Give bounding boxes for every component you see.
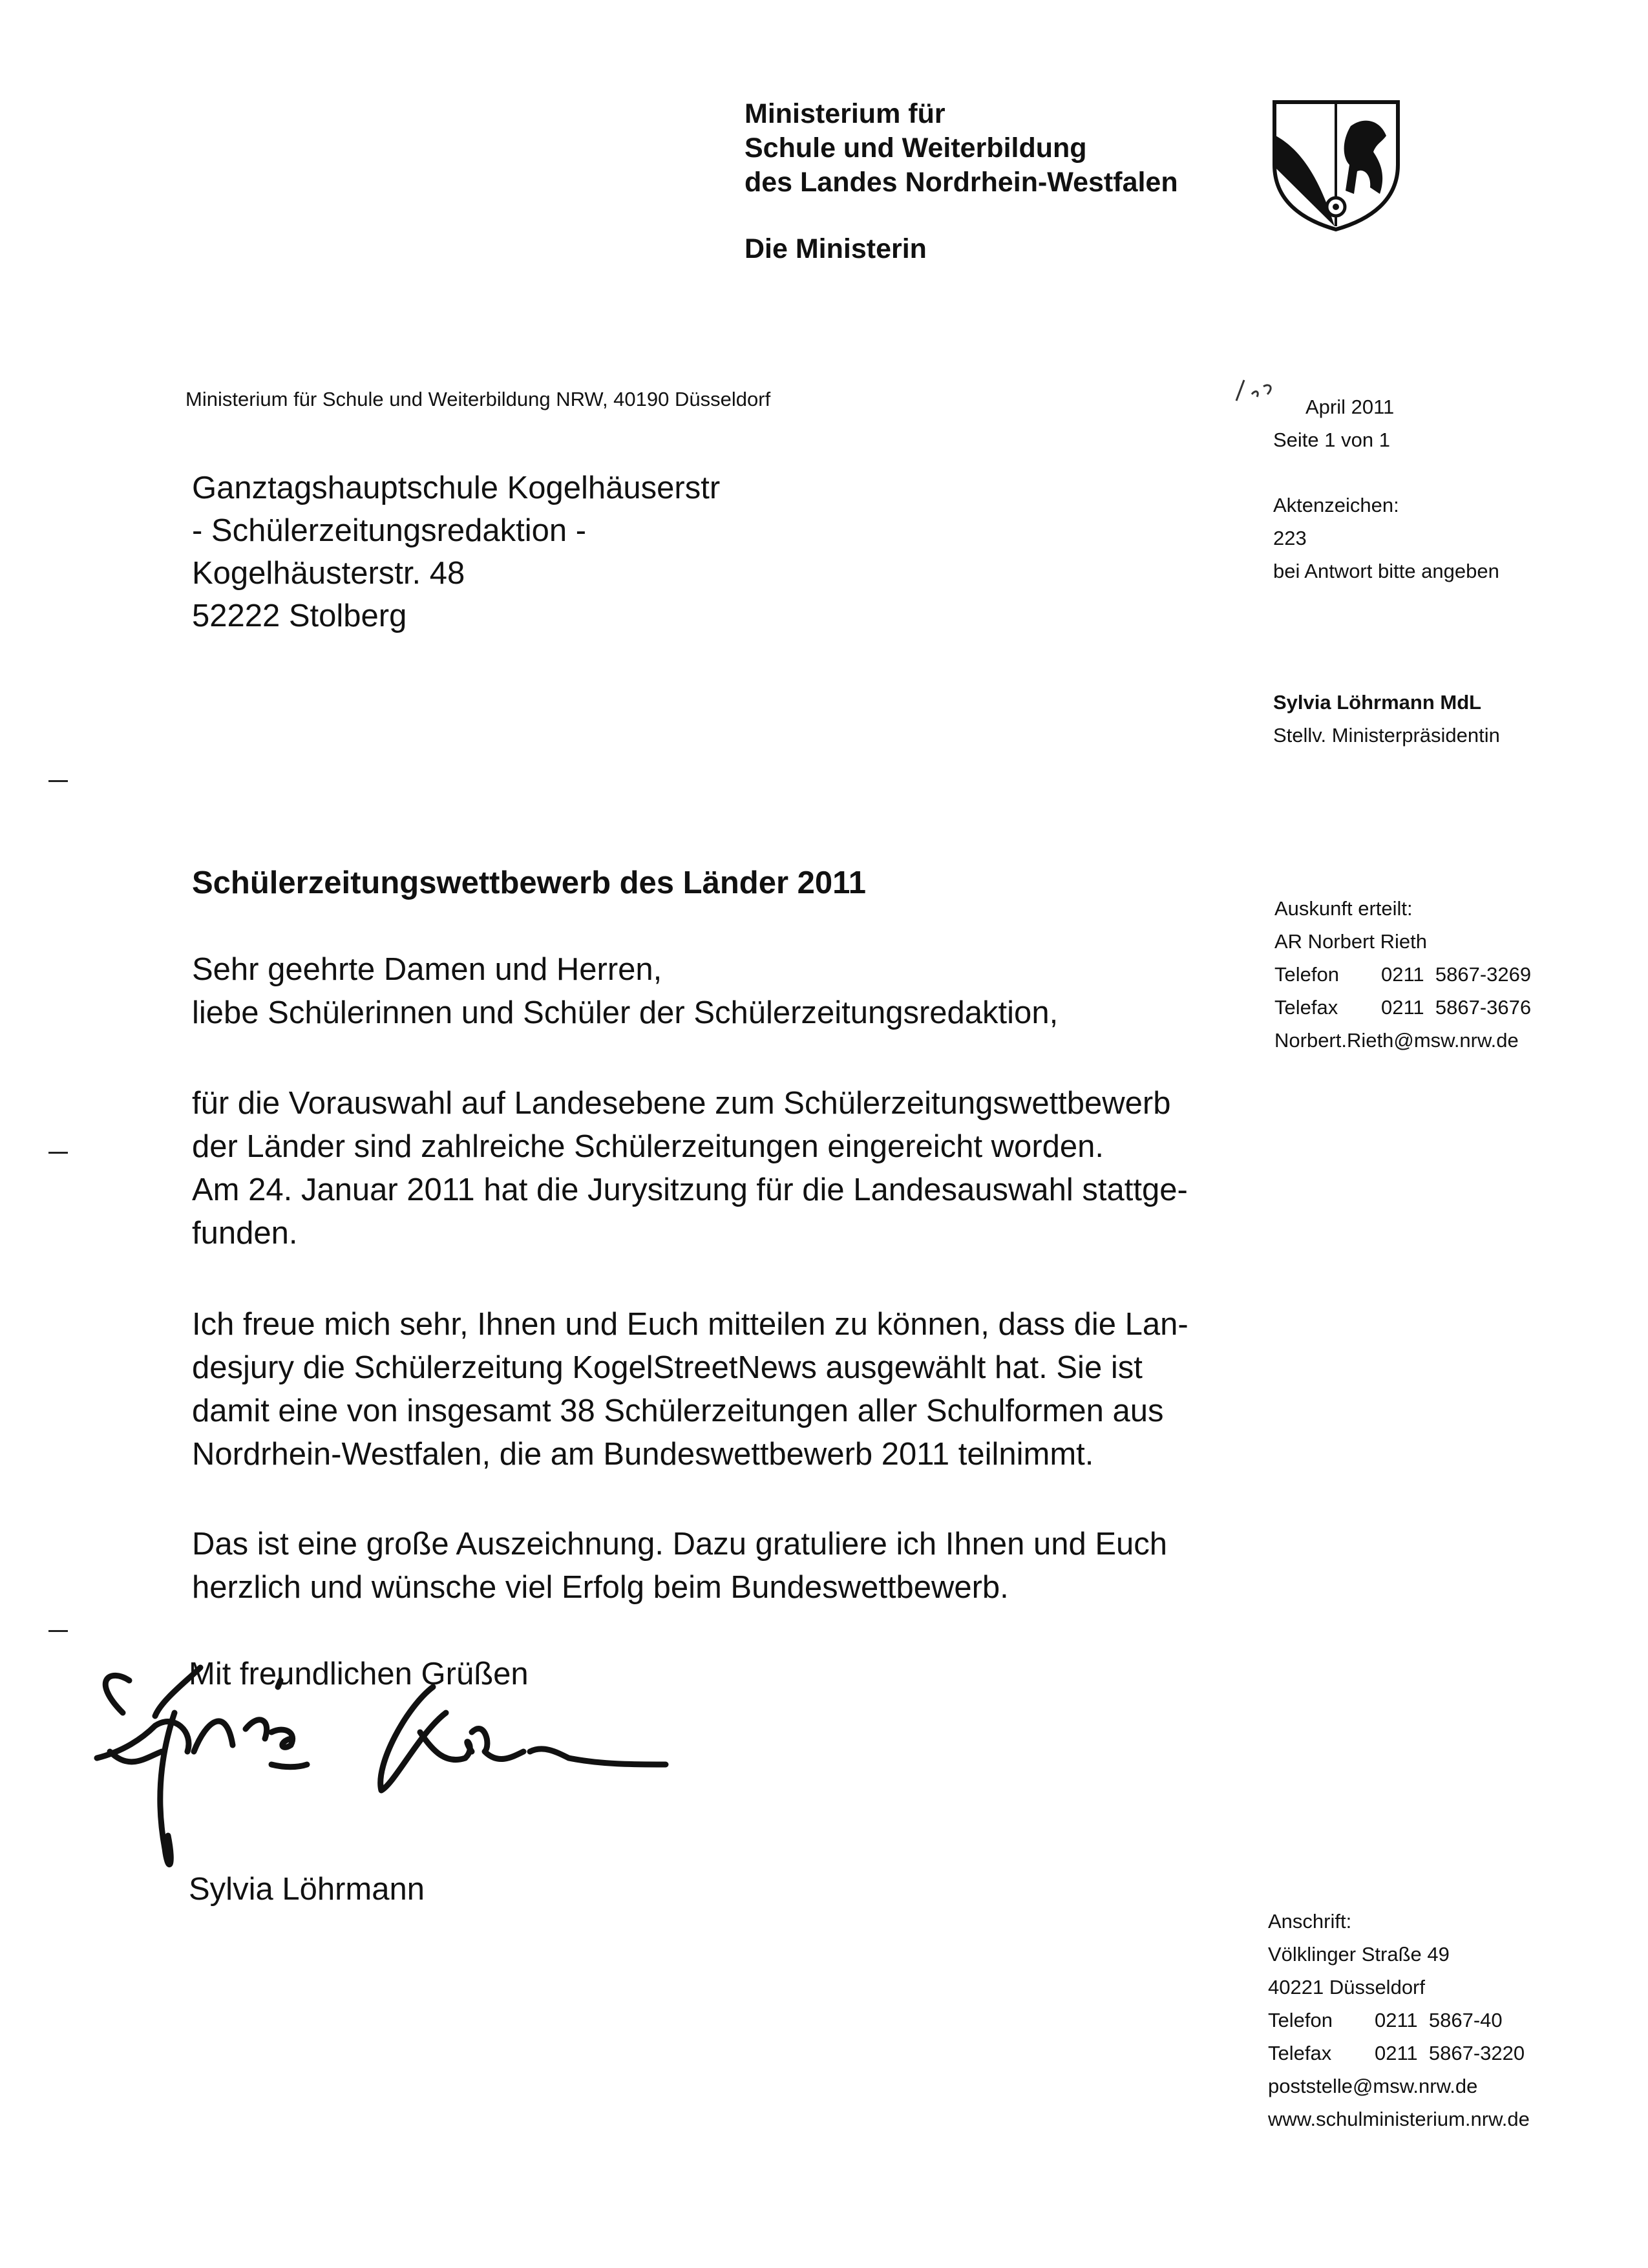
paragraph-line: Am 24. Januar 2011 hat die Jurysitzung für die Landesauswahl stattge- bbox=[192, 1172, 1188, 1207]
aktenzeichen-label: Aktenzeichen: bbox=[1273, 494, 1399, 516]
signer-name: Sylvia Löhrmann bbox=[189, 1872, 425, 1907]
contact-phone-row bbox=[1274, 958, 1531, 991]
contact-fax-row bbox=[1274, 991, 1531, 1024]
contact-block bbox=[1274, 892, 1531, 1057]
paragraph-line: funden. bbox=[192, 1216, 298, 1251]
recipient-address bbox=[192, 467, 720, 637]
address-phone: 0211 5867-40 bbox=[1375, 2009, 1503, 2031]
contact-fax: 0211 5867-3676 bbox=[1381, 996, 1532, 1019]
paragraph-line: der Länder sind zahlreiche Schülerzeitungen eingereicht worden. bbox=[192, 1129, 1104, 1164]
paragraph-line: desjury die Schülerzeitung KogelStreetNews ausgewählt hat. Sie ist bbox=[192, 1350, 1143, 1385]
contact-phone: 0211 5867-3269 bbox=[1381, 963, 1532, 986]
address-website: www.schulministerium.nrw.de bbox=[1268, 2108, 1530, 2130]
punch-mark bbox=[48, 1152, 68, 1154]
closing-greeting: Mit freundlichen Grüßen bbox=[189, 1657, 529, 1691]
coat-of-arms-icon bbox=[1267, 97, 1406, 233]
recipient-line-4: 52222 Stolberg bbox=[192, 599, 407, 633]
fold-mark bbox=[48, 1630, 68, 1632]
aktenzeichen-value: 223 bbox=[1273, 527, 1307, 549]
letter-date: April 2011 bbox=[1305, 396, 1395, 418]
address-phone-label: Telefon bbox=[1268, 2009, 1333, 2031]
letterhead-line-1: Ministerium für bbox=[745, 98, 945, 129]
minister-title: Stellv. Ministerpräsidentin bbox=[1273, 724, 1500, 747]
contact-label: Auskunft erteilt: bbox=[1274, 897, 1413, 920]
recipient-line-3: Kogelhäusterstr. 48 bbox=[192, 556, 465, 591]
address-label: Anschrift: bbox=[1268, 1910, 1352, 1933]
salutation-line-1: Sehr geehrte Damen und Herren, bbox=[192, 952, 662, 987]
sender-line: Ministerium für Schule und Weiterbildung NRW, 40190 Düsseldorf bbox=[185, 388, 771, 410]
handwritten-signature-icon bbox=[84, 1655, 698, 1900]
address-email: poststelle@msw.nrw.de bbox=[1268, 2075, 1478, 2097]
paragraph-line: Ich freue mich sehr, Ihnen und Euch mitteilen zu können, dass die Lan- bbox=[192, 1307, 1188, 1342]
paragraph-line: Nordrhein-Westfalen, die am Bundeswettbewerb 2011 teilnimmt. bbox=[192, 1437, 1094, 1472]
letterhead-ministerin: Die Ministerin bbox=[745, 233, 927, 264]
recipient-line-1: Ganztagshauptschule Kogelhäuserstr bbox=[192, 471, 721, 505]
contact-name: AR Norbert Rieth bbox=[1274, 930, 1428, 953]
page-count: Seite 1 von 1 bbox=[1273, 429, 1390, 451]
address-block bbox=[1268, 1905, 1530, 2136]
letterhead-line-2: Schule und Weiterbildung bbox=[745, 132, 1087, 164]
address-fax-label: Telefax bbox=[1268, 2042, 1332, 2064]
salutation-line-2: liebe Schülerinnen und Schüler der Schülerzeitungsredaktion, bbox=[192, 995, 1059, 1030]
subject-line: Schülerzeitungswettbewerb des Länder 2011 bbox=[192, 865, 866, 900]
address-street: Völklinger Straße 49 bbox=[1268, 1943, 1450, 1966]
paragraph-line: für die Vorauswahl auf Landesebene zum Schülerzeitungswettbewerb bbox=[192, 1086, 1171, 1121]
paragraph-2 bbox=[192, 1303, 1188, 1476]
address-phone-row bbox=[1268, 2004, 1530, 2037]
contact-email: Norbert.Rieth@msw.nrw.de bbox=[1274, 1029, 1519, 1052]
paragraph-1 bbox=[192, 1082, 1188, 1255]
contact-fax-label: Telefax bbox=[1274, 996, 1338, 1019]
meta-block bbox=[1273, 390, 1500, 752]
address-fax: 0211 5867-3220 bbox=[1375, 2042, 1525, 2064]
contact-phone-label: Telefon bbox=[1274, 963, 1339, 986]
paragraph-line: damit eine von insgesamt 38 Schülerzeitungen aller Schulformen aus bbox=[192, 1394, 1164, 1428]
letterhead-line-3: des Landes Nordrhein-Westfalen bbox=[745, 167, 1178, 198]
address-fax-row bbox=[1268, 2037, 1530, 2070]
aktenzeichen-hint: bei Antwort bitte angeben bbox=[1273, 560, 1499, 582]
letterhead bbox=[745, 97, 1178, 266]
paragraph-3 bbox=[192, 1523, 1167, 1609]
recipient-line-2: - Schülerzeitungsredaktion - bbox=[192, 513, 587, 548]
fold-mark bbox=[48, 780, 68, 782]
minister-name: Sylvia Löhrmann MdL bbox=[1273, 691, 1482, 714]
paragraph-line: Das ist eine große Auszeichnung. Dazu gratuliere ich Ihnen und Euch bbox=[192, 1527, 1168, 1562]
salutation bbox=[192, 948, 1058, 1035]
paragraph-line: herzlich und wünsche viel Erfolg beim Bundeswettbewerb. bbox=[192, 1570, 1009, 1605]
address-city: 40221 Düsseldorf bbox=[1268, 1976, 1425, 1998]
